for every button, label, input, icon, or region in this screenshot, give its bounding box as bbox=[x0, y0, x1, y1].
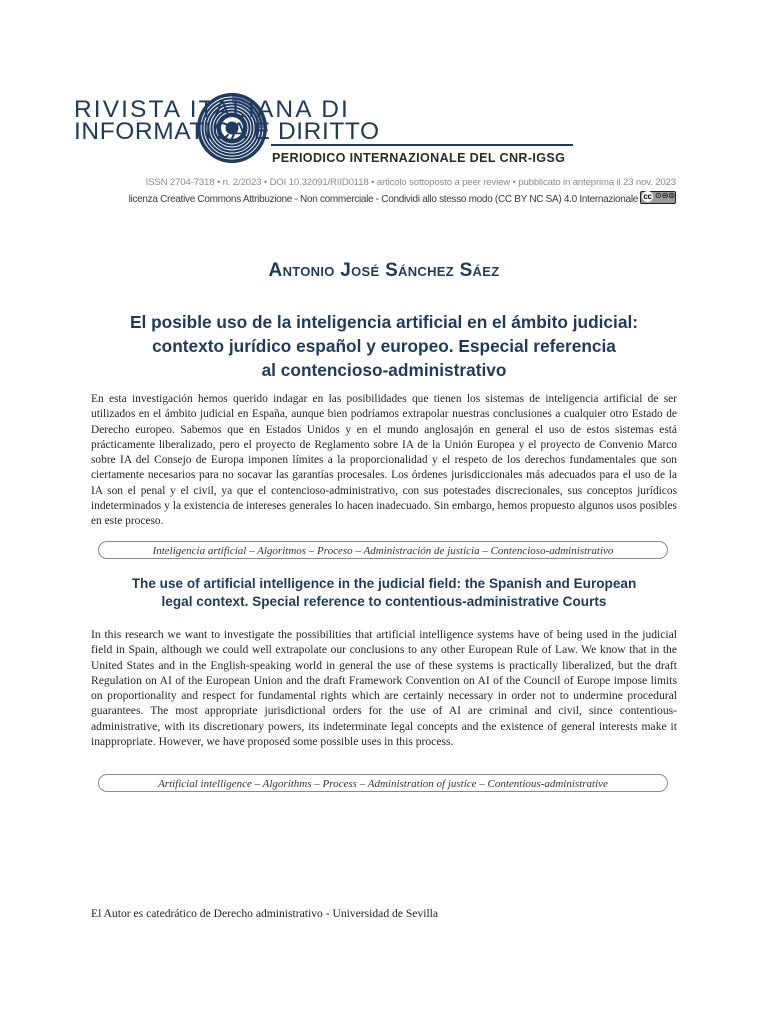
license-line bbox=[80, 191, 676, 205]
journal-name-line1: RIVISTA ITALIANA DI bbox=[74, 96, 350, 123]
abstract-en: In this research we want to investigate the possibilities that artificial intelligence systems have of being used in the judicial field in Spain, although we could well extrapolate our conclusions to any other European Rule of Law. We know that in the United States and in the English-speaking world in general the use of these systems is practically liberalized, but the draft Regulation on AI of the European Union and the draft Framework Convention on AI of the Council of Europe impose limits on proportionality and respect for fundamental rights which are certainly necessary in order not to undermine procedural guarantees. The most appropriate jurisdictional orders for the use of AI are criminal and civil, since contentious-administrative, with its discretionary powers, its indeterminate legal concepts and the existence of general interests make it inappropriate. However, we have proposed some possible uses in this process. bbox=[91, 628, 677, 749]
keywords-es: Inteligencia artificial – Algoritmos – Proceso – Administración de justicia – Contencioso-administrativo bbox=[98, 541, 668, 559]
title-es-line: al contencioso-administrativo bbox=[261, 360, 507, 380]
publication-meta: ISSN 2704-7318 • n. 2/2023 • DOI 10.32091/RIID0118 • articolo sottoposto a peer review • pubblicato in anteprima il 23 nov. 2023 bbox=[145, 177, 676, 188]
title-es-line: contexto jurídico español y europeo. Especial referencia bbox=[152, 336, 616, 356]
keywords-en: Artificial intelligence – Algorithms – Process – Administration of justice – Contentious-administrative bbox=[98, 774, 668, 792]
title-es-line: El posible uso de la inteligencia artificial en el ámbito judicial: bbox=[130, 312, 638, 332]
article-title-es bbox=[80, 310, 688, 382]
abstract-es: En esta investigación hemos querido indagar en las posibilidades que tienen los sistemas de inteligencia artificial de ser utilizados en el ámbito judicial en España, aunque bien podríamos extrapolar nuestras conclusiones a cualquier otro Estado de Derecho europeo. Sabemos que en Estados Unidos y en el mundo anglosajón en general el uso de estos sistemas está prácticamente liberalizado, pero el proyecto de Reglamento sobre IA de la Unión Europea y el proyecto de Convenio Marco sobre IA del Consejo de Europa imponen límites a la proporcionalidad y el respeto de los derechos fundamentales que son ciertamente necesarios para no socavar las garantías procesales. Los órdenes jurisdiccionales más adecuados para el uso de la IA son el penal y el civil, ya que el contencioso-administrativo, con sus potestades discrecionales, sus conceptos jurídicos indeterminados y la existencia de intereses generales lo hacen inadecuado. Sin embargo, hemos propuesto algunos usos posibles en este proceso. bbox=[91, 393, 677, 528]
cc-license-icon bbox=[640, 191, 676, 204]
title-en-line: The use of artificial intelligence in the judicial field: the Spanish and European bbox=[131, 576, 637, 591]
article-title-en bbox=[80, 575, 688, 611]
license-text: licenza Creative Commons Attribuzione - Non commerciale - Condividi allo stesso modo (CC BY NC SA) 4.0 Internazionale bbox=[128, 194, 638, 205]
title-en-line: legal context. Special reference to contentious-administrative Courts bbox=[161, 594, 607, 609]
author-affiliation-note: El Autor es catedrático de Derecho administrativo - Universidad de Sevilla bbox=[91, 907, 439, 920]
journal-name-line2: INFORMATICA E DIRITTO bbox=[74, 118, 380, 145]
masthead-divider bbox=[271, 144, 573, 146]
journal-subtitle: PERIODICO INTERNAZIONALE DEL CNR-IGSG bbox=[272, 151, 566, 165]
author-name: Antonio José Sánchez Sáez bbox=[268, 260, 500, 281]
